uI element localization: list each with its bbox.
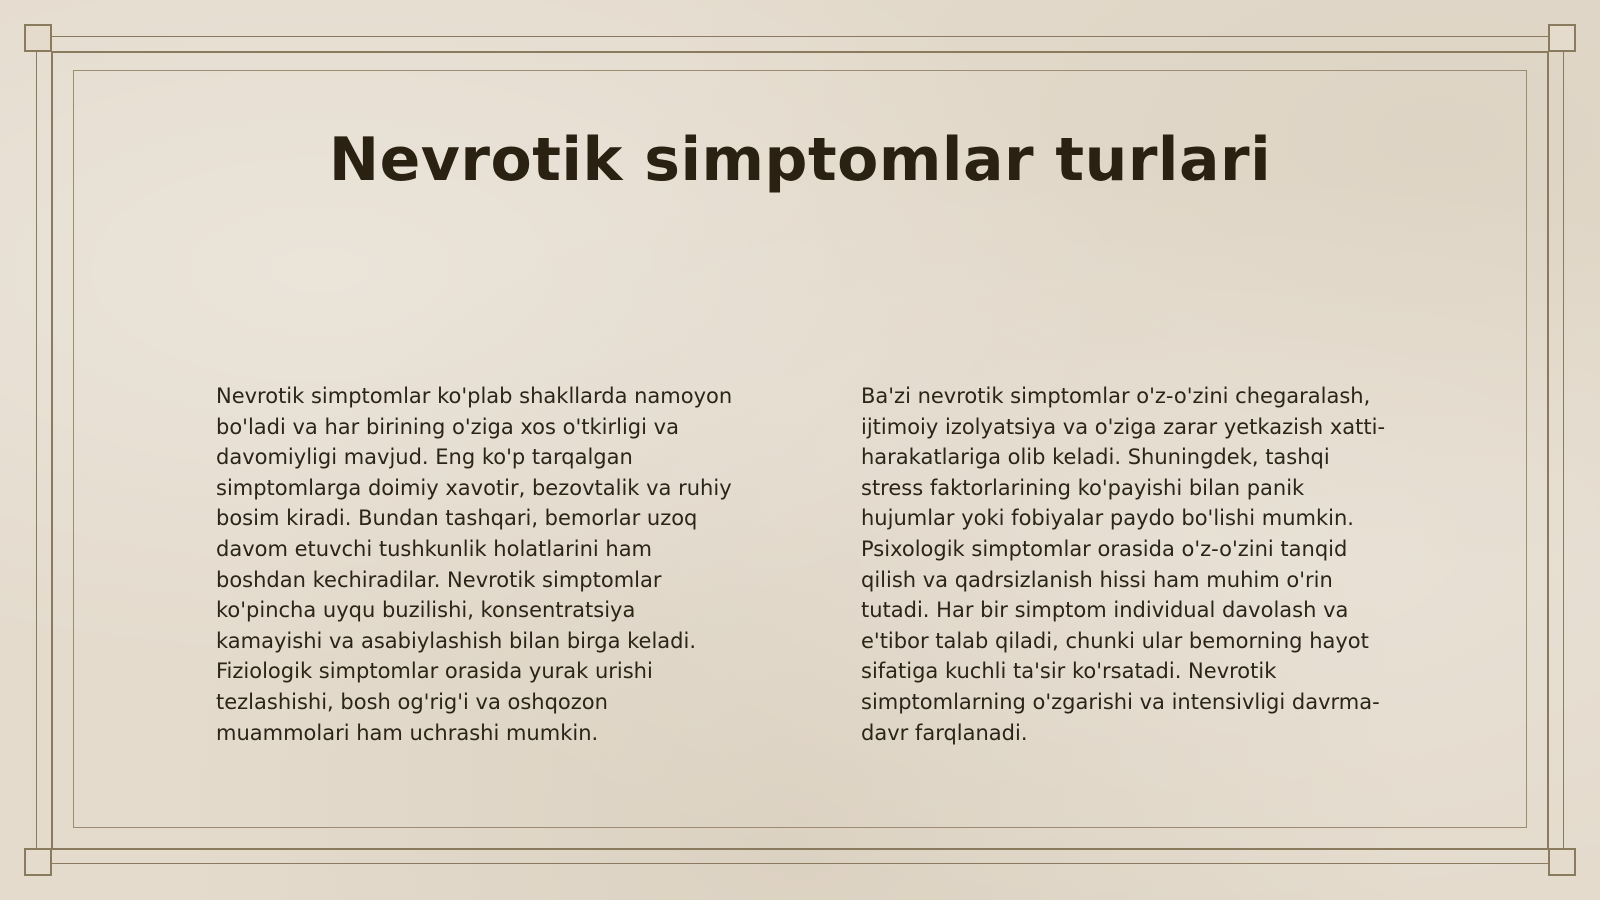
frame-line-bottom-inner [52,848,1548,850]
frame-line-right-outer [1563,52,1564,848]
frame-line-top-outer [52,36,1548,37]
left-text-column: Nevrotik simptomlar ko'plab shakllarda namoyon bo'ladi va har birining o'ziga xos o'tkirligi va davomiyligi mavjud. Eng ko'p tarqalgan simptomlarga doimiy xavotir, bezovtalik va ruhiy bosim kiradi. Bundan tashqari, bemorlar uzoq davom etuvchi tushkunlik holatlarini ham boshdan kechiradilar. Nevrotik simptomlar ko'pincha uyqu buzilishi, konsentratsiya kamayishi va asabiylashish bilan birga keladi. Fiziologik simptomlar orasida yurak urishi tezlashishi, bosh og'rig'i va oshqozon muammolari ham uchrashi mumkin. [216,384,733,745]
corner-square-top-left [24,24,52,52]
slide-title: Nevrotik simptomlar turlari [328,125,1272,195]
corner-square-bottom-left [24,848,52,876]
corner-square-bottom-right [1548,848,1576,876]
frame-line-right-inner [1547,52,1549,848]
right-text-column: Ba'zi nevrotik simptomlar o'z-o'zini chegaralash, ijtimoiy izolyatsiya va o'ziga zarar yetkazish xatti-harakatlariga olib keladi. Shuningdek, tashqi stress faktorlarining ko'payishi bilan panik hujumlar yoki fobiyalar paydo bo'lishi mumkin. Psixologik simptomlar orasida o'z-o'zini tanqid qilish va qadrsizlanish hissi ham muhim o'rin tutadi. Har bir simptom individual davolash va e'tibor talab qiladi, chunki ular bemorning hayot sifatiga kuchli ta'sir ko'rsatadi. Nevrotik simptomlarning o'zgarishi va intensivligi davrma-davr farqlanadi. [861,384,1386,745]
frame-line-bottom-outer [52,863,1548,864]
frame-line-left-outer [36,52,37,848]
frame-line-top-inner [52,51,1548,53]
frame-line-left-inner [51,52,53,848]
corner-square-top-right [1548,24,1576,52]
